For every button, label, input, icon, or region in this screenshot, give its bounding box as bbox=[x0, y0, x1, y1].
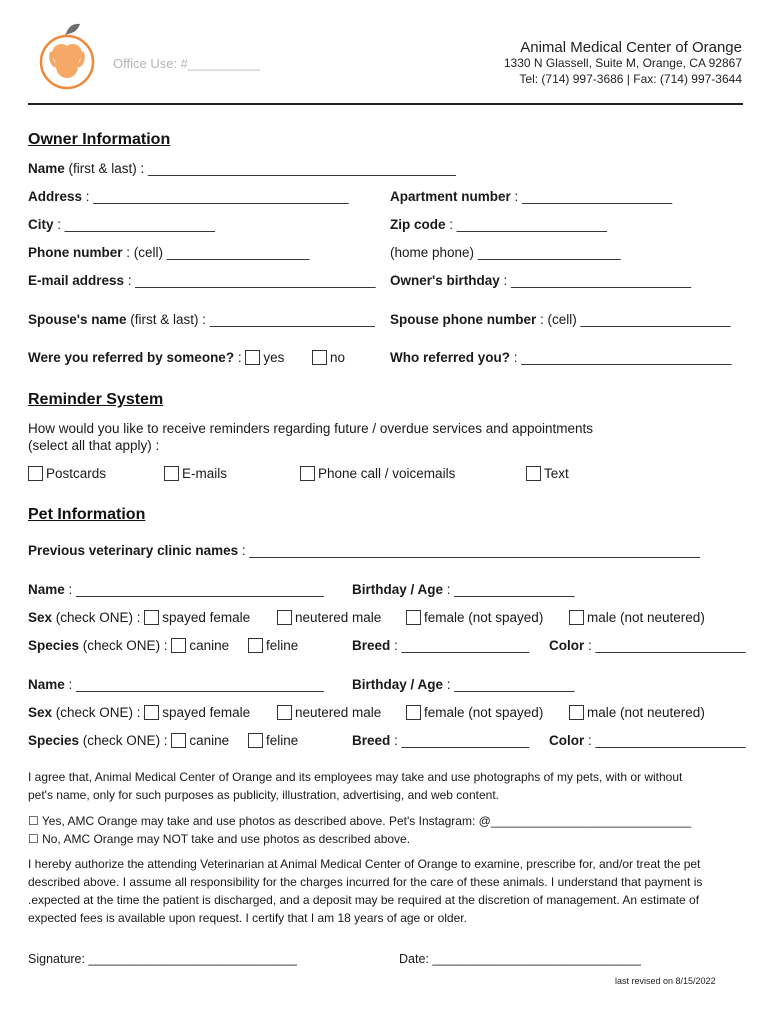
pet1-feline-label: feline bbox=[266, 638, 299, 653]
referred-row bbox=[28, 350, 284, 365]
spouse-name-line: (first & last) : ______________________ bbox=[126, 312, 375, 327]
pet1-sex-row bbox=[28, 610, 250, 625]
pet1-female-checkbox[interactable] bbox=[406, 610, 421, 625]
pet1-neutered-male-label: neutered male bbox=[295, 610, 382, 625]
office-use-field: Office Use: #__________ bbox=[113, 56, 261, 71]
pet2-neutered-male-option bbox=[277, 705, 381, 720]
reminder-option-emails bbox=[164, 466, 227, 481]
pet2-species-label: Species bbox=[28, 733, 80, 748]
previous-clinic-label: Previous veterinary clinic names bbox=[28, 543, 239, 558]
referred-colon: : bbox=[234, 350, 246, 365]
pet1-color-label: Color bbox=[549, 638, 585, 653]
spouse-phone-line: : (cell) ____________________ bbox=[536, 312, 731, 327]
pet2-species-row bbox=[28, 733, 229, 748]
pet2-feline-checkbox[interactable] bbox=[248, 733, 263, 748]
pet1-name-line: : _________________________________ bbox=[64, 582, 324, 597]
pet2-color-label: Color bbox=[549, 733, 585, 748]
referred-yes-checkbox[interactable] bbox=[245, 350, 260, 365]
apartment-line: : ____________________ bbox=[510, 189, 673, 204]
pet2-color-line: : ____________________ bbox=[584, 733, 746, 748]
photo-consent-no-option[interactable]: ☐ No, AMC Orange may NOT take and use photos as described above. bbox=[28, 832, 411, 846]
pet1-species-label: Species bbox=[28, 638, 80, 653]
apartment-field[interactable] bbox=[390, 189, 672, 204]
pet2-feline-label: feline bbox=[266, 733, 299, 748]
previous-clinic-field[interactable] bbox=[28, 543, 700, 558]
referred-no-option bbox=[312, 350, 345, 365]
photo-consent-yes-option[interactable]: ☐ Yes, AMC Orange may take and use photos as described above. Pet's Instagram: @______________________________ bbox=[28, 814, 692, 828]
owner-birthday-field[interactable] bbox=[390, 273, 691, 288]
pet2-female-option bbox=[406, 705, 543, 720]
owner-name-label: Name bbox=[28, 161, 65, 176]
owner-name-field[interactable] bbox=[28, 161, 456, 176]
city-field[interactable] bbox=[28, 217, 215, 232]
pet2-female-checkbox[interactable] bbox=[406, 705, 421, 720]
pet2-neutered-male-label: neutered male bbox=[295, 705, 382, 720]
pet2-sex-label: Sex bbox=[28, 705, 53, 720]
pet1-canine-label: canine bbox=[189, 638, 230, 653]
text-checkbox[interactable] bbox=[526, 466, 541, 481]
pet1-female-label: female (not spayed) bbox=[424, 610, 544, 625]
pet1-spayed-female-checkbox[interactable] bbox=[144, 610, 159, 625]
clinic-address: 1330 N Glassell, Suite M, Orange, CA 92867 bbox=[503, 56, 742, 70]
text-label: Text bbox=[544, 466, 569, 481]
home-phone-field[interactable]: (home phone) ___________________ bbox=[390, 245, 621, 260]
pet1-neutered-male-option bbox=[277, 610, 381, 625]
pet2-name-line: : _________________________________ bbox=[64, 677, 324, 692]
pet2-canine-checkbox[interactable] bbox=[171, 733, 186, 748]
pet1-breed-field[interactable] bbox=[352, 638, 529, 653]
address-line: : __________________________________ bbox=[82, 189, 349, 204]
pet1-name-field[interactable] bbox=[28, 582, 324, 597]
pet1-feline-checkbox[interactable] bbox=[248, 638, 263, 653]
pet1-male-option bbox=[569, 610, 705, 625]
authorization-line3: .expected at the time the patient is discharged, and a deposit may be required at the discretion of management. An estimate of bbox=[28, 893, 700, 907]
photo-consent-line2: pet's name, only for such purposes as publicity, illustration, advertising, and web content. bbox=[28, 788, 499, 802]
zip-line: : ____________________ bbox=[445, 217, 607, 232]
owner-birthday-label: Owner's birthday bbox=[390, 273, 500, 288]
pet2-spayed-female-checkbox[interactable] bbox=[144, 705, 159, 720]
email-field[interactable] bbox=[28, 273, 376, 288]
reminder-option-postcards bbox=[28, 466, 106, 481]
pet2-birthday-field[interactable] bbox=[352, 677, 574, 692]
authorization-line2: described above. I assume all responsibility for the charges incurred for the care of these animals. I understand that payment is bbox=[28, 875, 703, 889]
signature-field[interactable]: Signature: ______________________________ bbox=[28, 952, 298, 966]
authorization-line4: expected fees is available upon request. I certify that I am 18 years of age or older. bbox=[28, 911, 467, 925]
pet1-birthday-field[interactable] bbox=[352, 582, 574, 597]
pet2-spayed-female-label: spayed female bbox=[162, 705, 251, 720]
pet2-feline-option bbox=[248, 733, 298, 748]
reminder-question-line2: (select all that apply) : bbox=[28, 438, 160, 453]
pet1-male-label: male (not neutered) bbox=[587, 610, 705, 625]
postcards-label: Postcards bbox=[46, 466, 107, 481]
zip-field[interactable] bbox=[390, 217, 607, 232]
pet2-breed-field[interactable] bbox=[352, 733, 529, 748]
pet-section-title: Pet Information bbox=[28, 506, 146, 523]
reminder-section-title: Reminder System bbox=[28, 391, 164, 408]
pet1-canine-checkbox[interactable] bbox=[171, 638, 186, 653]
phone-call-label: Phone call / voicemails bbox=[318, 466, 456, 481]
pet1-feline-option bbox=[248, 638, 298, 653]
pet1-color-line: : ____________________ bbox=[584, 638, 746, 653]
address-label: Address bbox=[28, 189, 83, 204]
city-label: City bbox=[28, 217, 54, 232]
pet2-sex-suffix: (check ONE) : bbox=[52, 705, 145, 720]
postcards-checkbox[interactable] bbox=[28, 466, 43, 481]
clinic-logo bbox=[38, 22, 96, 90]
who-referred-field[interactable] bbox=[390, 350, 732, 365]
pet1-sex-suffix: (check ONE) : bbox=[52, 610, 145, 625]
who-referred-line: : ____________________________ bbox=[510, 350, 732, 365]
pet2-birthday-label: Birthday / Age bbox=[352, 677, 444, 692]
emails-checkbox[interactable] bbox=[164, 466, 179, 481]
email-line: : ________________________________ bbox=[124, 273, 376, 288]
emails-label: E-mails bbox=[182, 466, 228, 481]
pet2-name-field[interactable] bbox=[28, 677, 324, 692]
spouse-name-label: Spouse's name bbox=[28, 312, 127, 327]
pet2-species-suffix: (check ONE) : bbox=[79, 733, 172, 748]
authorization-line1: I hereby authorize the attending Veterinarian at Animal Medical Center of Orange to examine, prescribe for, and/or treat the pet bbox=[28, 857, 701, 871]
pet2-male-label: male (not neutered) bbox=[587, 705, 705, 720]
reminder-option-phone bbox=[300, 466, 455, 481]
pet2-color-field[interactable] bbox=[549, 733, 746, 748]
city-line: : ____________________ bbox=[53, 217, 215, 232]
pet2-sex-row bbox=[28, 705, 250, 720]
pet1-species-row bbox=[28, 638, 229, 653]
spouse-phone-label: Spouse phone number bbox=[390, 312, 537, 327]
pet1-male-checkbox[interactable] bbox=[569, 610, 584, 625]
pet1-breed-label: Breed bbox=[352, 638, 391, 653]
pet2-name-label: Name bbox=[28, 677, 65, 692]
pet2-canine-label: canine bbox=[189, 733, 230, 748]
phone-call-checkbox[interactable] bbox=[300, 466, 315, 481]
reminder-question-line1: How would you like to receive reminders regarding future / overdue services and appointments bbox=[28, 421, 594, 436]
pet1-species-suffix: (check ONE) : bbox=[79, 638, 172, 653]
pet2-neutered-male-checkbox[interactable] bbox=[277, 705, 292, 720]
cell-phone-field[interactable] bbox=[28, 245, 309, 260]
clinic-name: Animal Medical Center of Orange bbox=[520, 39, 742, 56]
pet1-birthday-line: : ________________ bbox=[443, 582, 575, 597]
pet2-breed-line: : _________________ bbox=[390, 733, 530, 748]
phone-label: Phone number bbox=[28, 245, 123, 260]
reminder-option-text bbox=[526, 466, 569, 481]
cell-phone-line: : (cell) ___________________ bbox=[122, 245, 310, 260]
date-field[interactable]: Date: ______________________________ bbox=[399, 952, 641, 966]
revision-note: last revised on 8/15/2022 bbox=[615, 976, 716, 986]
previous-clinic-line: : ____________________________________________________________ bbox=[238, 543, 700, 558]
pet2-male-option bbox=[569, 705, 705, 720]
pet1-color-field[interactable] bbox=[549, 638, 746, 653]
pet1-breed-line: : _________________ bbox=[390, 638, 530, 653]
pet1-spayed-female-label: spayed female bbox=[162, 610, 251, 625]
apartment-label: Apartment number bbox=[390, 189, 511, 204]
owner-name-line: (first & last) : _________________________________________ bbox=[64, 161, 456, 176]
pet1-name-label: Name bbox=[28, 582, 65, 597]
zip-label: Zip code bbox=[390, 217, 446, 232]
spouse-name-field[interactable] bbox=[28, 312, 375, 327]
referred-label: Were you referred by someone? bbox=[28, 350, 235, 365]
clinic-phones: Tel: (714) 997-3686 | Fax: (714) 997-3644 bbox=[519, 72, 742, 86]
email-label: E-mail address bbox=[28, 273, 125, 288]
pet1-sex-label: Sex bbox=[28, 610, 53, 625]
pet1-female-option bbox=[406, 610, 543, 625]
header-divider bbox=[28, 103, 743, 105]
photo-consent-line1: I agree that, Animal Medical Center of Orange and its employees may take and use photographs of my pets, with or without bbox=[28, 770, 683, 784]
pet1-birthday-label: Birthday / Age bbox=[352, 582, 444, 597]
pet2-breed-label: Breed bbox=[352, 733, 391, 748]
owner-section-title: Owner Information bbox=[28, 131, 171, 148]
pet1-neutered-male-checkbox[interactable] bbox=[277, 610, 292, 625]
address-field[interactable] bbox=[28, 189, 349, 204]
referred-no-label: no bbox=[330, 350, 346, 365]
owner-birthday-line: : ________________________ bbox=[499, 273, 692, 288]
pet2-male-checkbox[interactable] bbox=[569, 705, 584, 720]
pet2-birthday-line: : ________________ bbox=[443, 677, 575, 692]
referred-yes-label: yes bbox=[263, 350, 285, 365]
spouse-phone-field[interactable] bbox=[390, 312, 731, 327]
pet2-female-label: female (not spayed) bbox=[424, 705, 544, 720]
referred-no-checkbox[interactable] bbox=[312, 350, 327, 365]
who-referred-label: Who referred you? bbox=[390, 350, 511, 365]
